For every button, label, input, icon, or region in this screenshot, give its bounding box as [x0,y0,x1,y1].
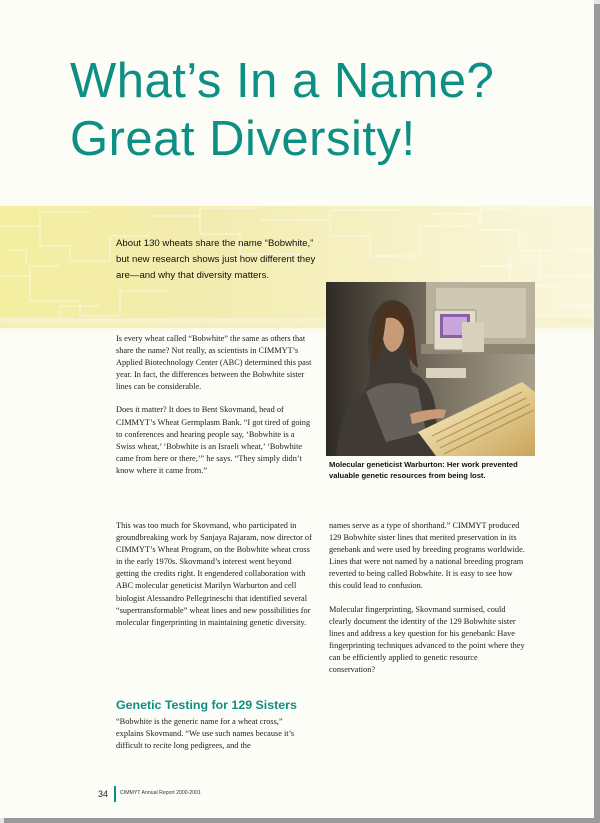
photo-illustration [326,282,535,456]
paragraph: Is every wheat called “Bobwhite” the same as others that share the name? Not really, as scientists in CIMMYT’s Applied Biotechnology Center (ABC) determined this past year. In fact, the differences between the Bobwhite sister lines can be considerable. [116,334,312,392]
footer-publication: CIMMYT Annual Report 2000-2001 [120,790,201,796]
photo-caption: Molecular geneticist Warburton: Her work prevented valuable genetic resources from being lost. [329,460,518,480]
page-number: 34 [98,789,109,799]
paragraph: names serve as a type of shorthand.” CIMMYT produced 129 Bobwhite sister lines that merited preservation in its genebank and were used by breeding programs worldwide. Lines that were not named by a national breeding program reverted to being called Bobwhite. It is easy to see how this could lead to confusion. [329,521,525,591]
page-shadow-right [594,4,600,823]
section-heading: Genetic Testing for 129 Sisters [116,698,297,712]
column-1-bottom [116,716,312,763]
lab-photo [326,282,535,456]
title-line-1: What’s In a Name? [70,54,495,108]
page-title [70,52,570,168]
paragraph: “Bobwhite is the generic name for a wheat cross,” explains Skovmand. “We use such names because it’s difficult to recite long pedigrees, and the [116,717,295,751]
column-2 [329,520,525,687]
paragraph: Molecular fingerprinting, Skovmand surmised, could clearly document the identity of the 129 Bobwhite sister lines and address a key question for his genebank: Have fingerprinting techniques advanced to the point where they can be efficiently applied to genetic resource conservation? [329,604,525,675]
footer-divider [114,786,116,802]
page-shadow-bottom [4,818,600,823]
column-1-top [116,333,312,488]
title-line-2: Great Diversity! [70,112,416,166]
column-1-middle [116,520,312,640]
paragraph: This was too much for Skovmand, who participated in groundbreaking work by Sanjaya Rajaram, now director of CIMMYT’s Wheat Program, on the Bobwhite wheat cross in the early 1970s. Skovmand’s interest went beyond getting the credits right. It engendered collaboration with ABC molecular geneticist Marilyn Warburton and cell biologist Alessandro Pellegrineschi that identified several “supertransformable” wheat lines and new possibilities for molecular fingerprinting in maintaining genetic diversity. [116,521,312,627]
paragraph: Does it matter? It does to Bent Skovmand, head of CIMMYT’s Wheat Germplasm Bank. “I got tired of going to conferences and hearing people say, ‘Bobwhite is a Swiss wheat,’ ‘Bobwhite is an Israeli wheat,’ ‘Bobwhite came from here or there,’” he says. “They simply didn’t know where it came from.” [116,405,311,475]
intro-blurb: About 130 wheats share the name “Bobwhite,” but new research shows just how different they are—and why that diversity matters. [116,238,316,281]
